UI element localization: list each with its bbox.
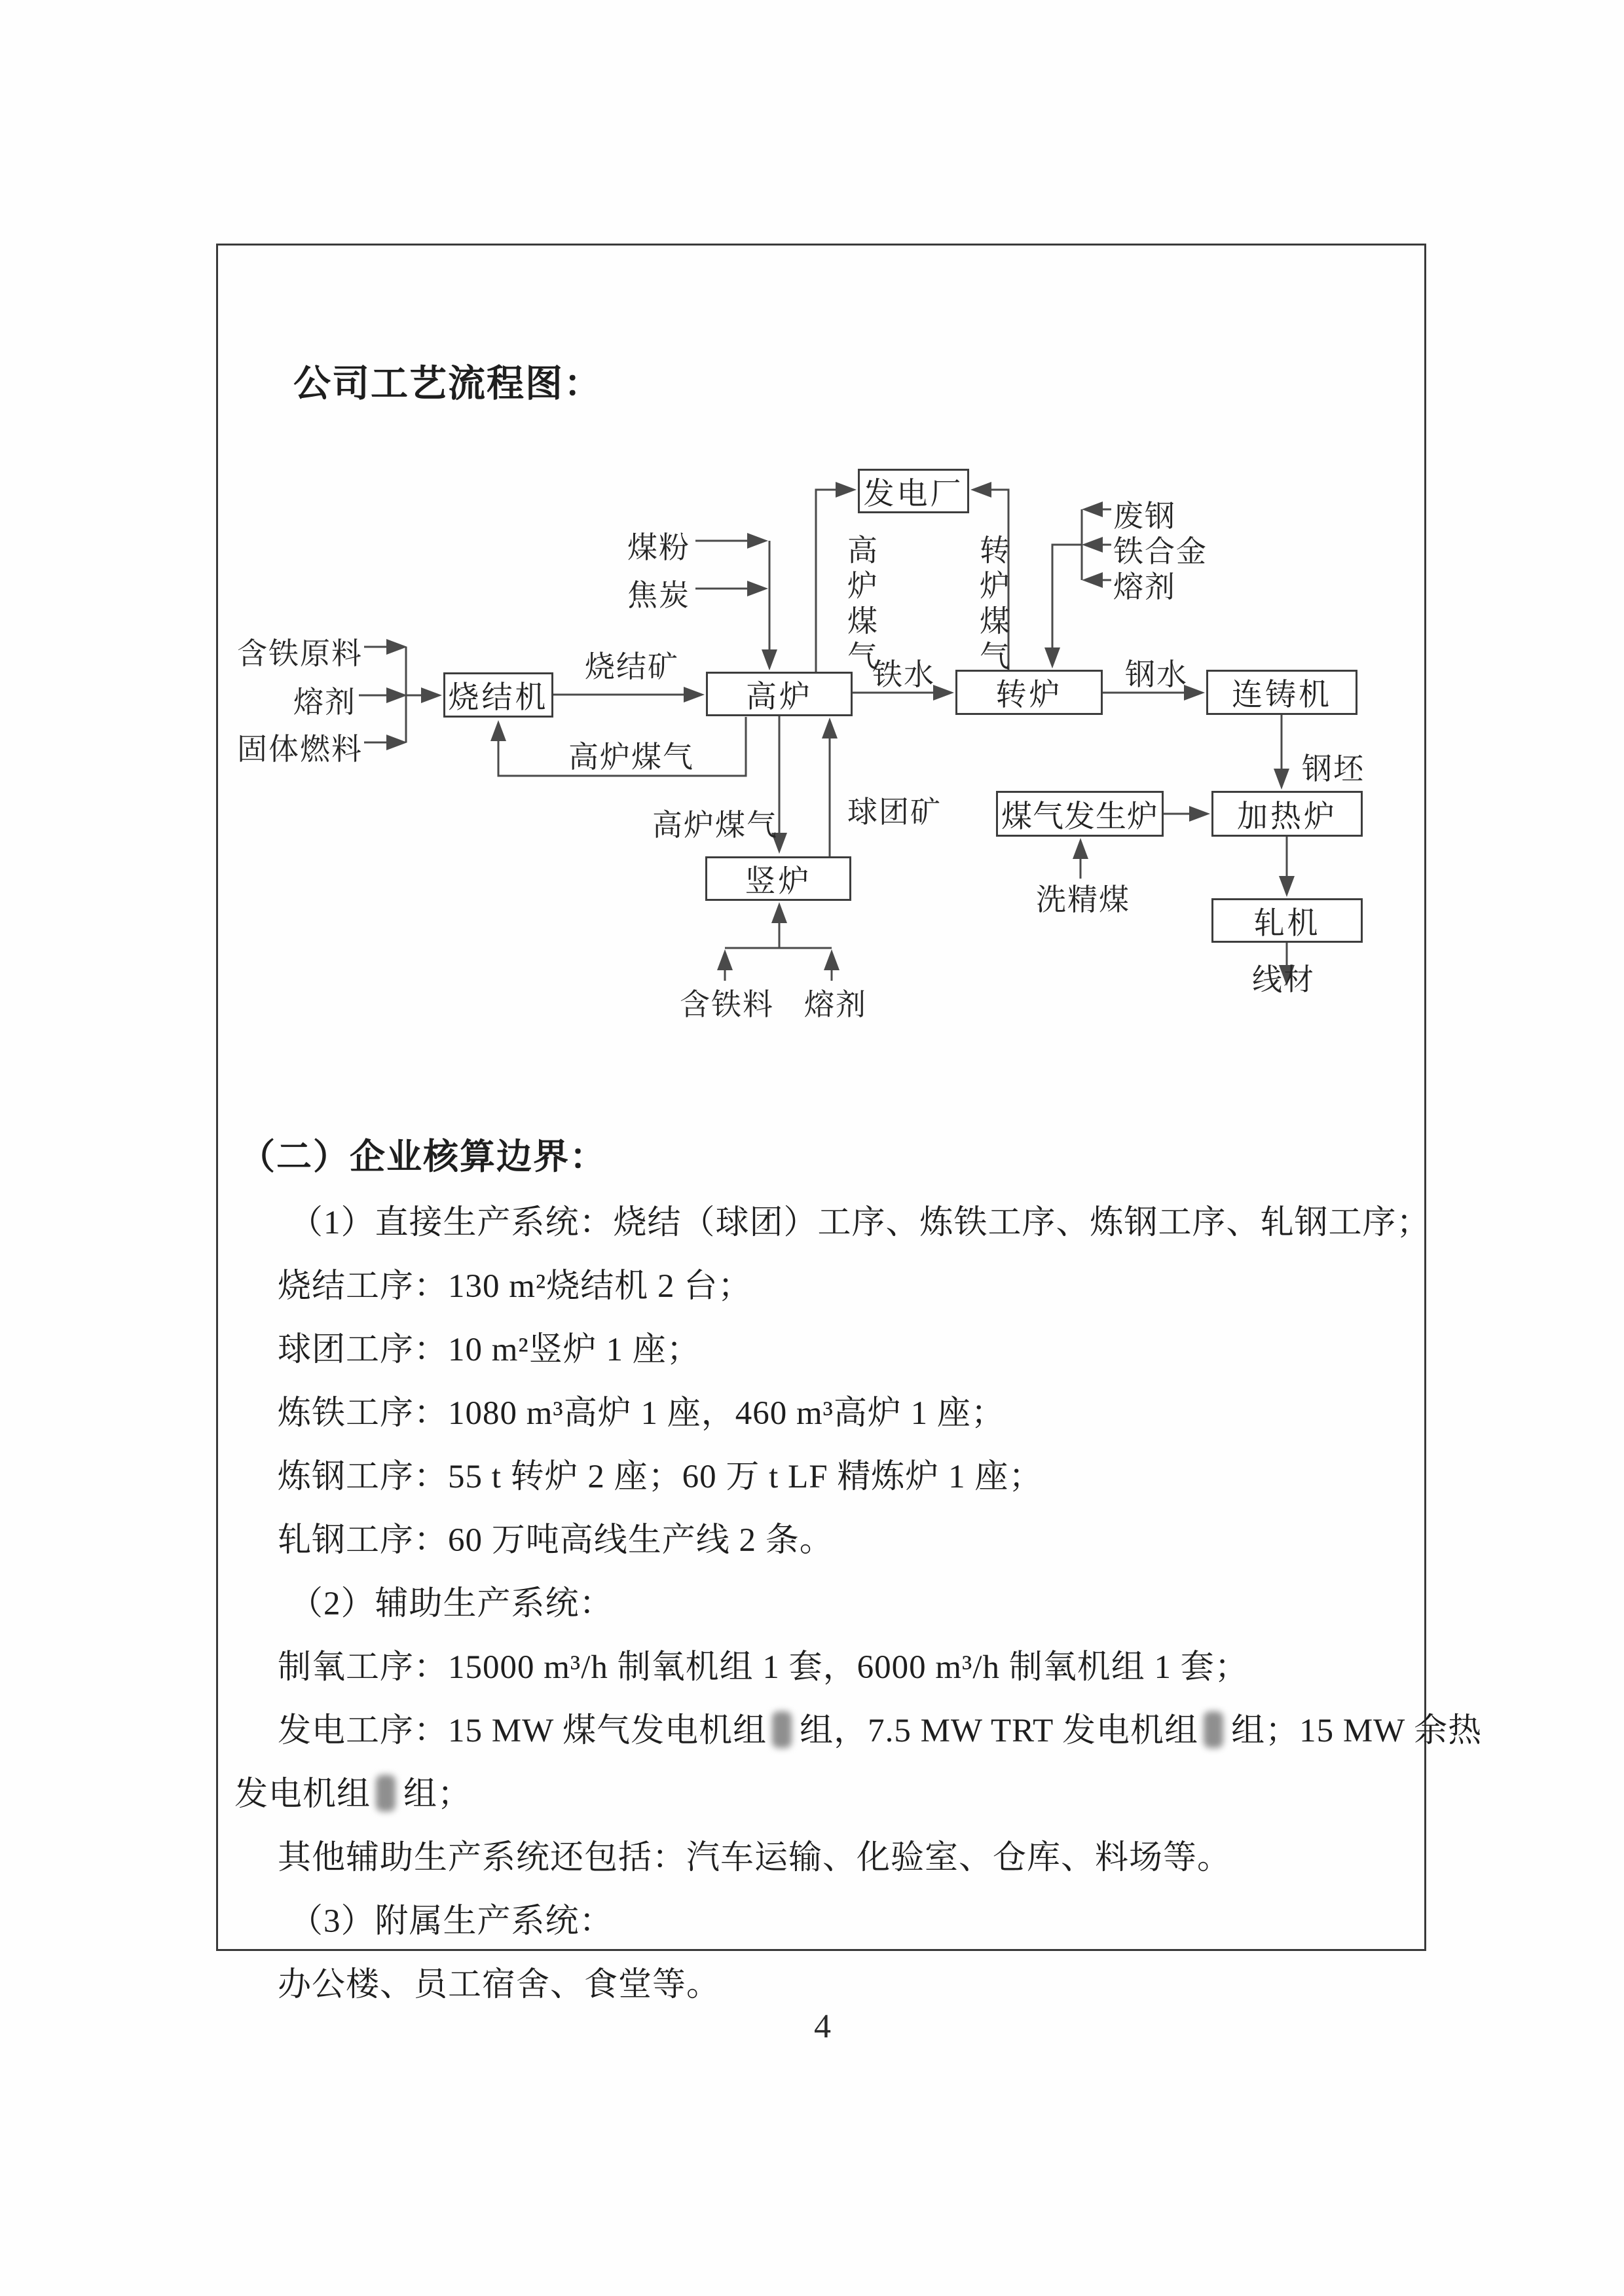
label-hot-metal: 铁水 — [872, 658, 935, 691]
body-text — [216, 1192, 1483, 2017]
text-line: （1）直接生产系统：烧结（球团）工序、炼铁工序、炼钢工序、轧钢工序； — [289, 1205, 1431, 1241]
page-number: 4 — [814, 2008, 831, 2045]
text-line: 烧结工序：130 m²烧结机 2 台； — [278, 1268, 752, 1305]
text-line: （3）附属生产系统： — [289, 1903, 614, 1940]
text-line: 炼铁工序：1080 m³高炉 1 座，460 m³高炉 1 座； — [278, 1395, 1005, 1432]
label-ferroalloy: 铁合金 — [1113, 535, 1208, 568]
node-reheating-furnace: 加热炉 — [1211, 791, 1363, 837]
label-iron-feed: 含铁料 — [680, 988, 774, 1021]
node-sinter-machine: 烧结机 — [443, 672, 553, 718]
label-ldg-vertical: 转炉煤气 — [976, 534, 1009, 676]
label-flux-bottom: 熔剂 — [804, 988, 867, 1021]
label-billet: 钢坯 — [1302, 752, 1365, 786]
label-coke: 焦炭 — [627, 579, 690, 612]
label-wire-rod: 线材 — [1252, 963, 1315, 996]
text-line: （2）辅助生产系统： — [289, 1586, 614, 1622]
label-molten-steel: 钢水 — [1125, 658, 1188, 691]
label-bfg-down: 高炉煤气 — [652, 809, 778, 842]
label-washed-coal: 洗精煤 — [1036, 883, 1130, 917]
label-iron-raw-material: 含铁原料 — [237, 637, 363, 670]
label-flux-right: 熔剂 — [1113, 570, 1176, 604]
redaction-blob — [772, 1711, 792, 1748]
node-converter: 转炉 — [955, 670, 1103, 715]
text-line: 发电工序：15 MW 煤气发电机组 组，7.5 MW TRT 发电机组 组；15 MW 余热 — [278, 1713, 1483, 1749]
redaction-blob — [1204, 1711, 1223, 1748]
text-line: 轧钢工序：60 万吨高线生产线 2 条。 — [278, 1522, 834, 1559]
node-caster: 连铸机 — [1206, 670, 1357, 715]
text-line: 发电机组 组； — [234, 1776, 472, 1813]
node-rolling-mill: 轧机 — [1211, 898, 1363, 943]
process-flowchart — [0, 0, 1624, 1113]
text-line: 制氧工序：15000 m³/h 制氧机组 1 套，6000 m³/h 制氧机组 1 套； — [278, 1649, 1249, 1686]
text-line: 炼钢工序：55 t 转炉 2 座；60 万 t LF 精炼炉 1 座； — [278, 1459, 1043, 1495]
node-blast-furnace: 高炉 — [706, 672, 853, 716]
node-shaft-furnace: 竖炉 — [705, 856, 851, 901]
text-line: 其他辅助生产系统还包括：汽车运输、化验室、仓库、料场等。 — [278, 1840, 1232, 1876]
subsection-heading: （二）企业核算边界： — [240, 1137, 606, 1176]
flowchart-connectors — [0, 0, 1624, 1113]
label-solid-fuel: 固体燃料 — [237, 733, 363, 766]
label-scrap-steel: 废钢 — [1113, 500, 1176, 533]
label-coal-powder: 煤粉 — [627, 531, 690, 564]
label-bfg-feedback: 高炉煤气 — [568, 740, 694, 774]
text-line: 球团工序：10 m²竖炉 1 座； — [278, 1332, 701, 1368]
label-flux-left: 熔剂 — [293, 685, 356, 719]
label-bfg-vertical: 高炉煤气 — [843, 534, 877, 676]
redaction-blob — [376, 1775, 396, 1812]
text-line: 办公楼、员工宿舍、食堂等。 — [278, 1967, 721, 2003]
node-power-plant: 发电厂 — [858, 469, 969, 513]
node-gas-generator: 煤气发生炉 — [996, 791, 1164, 837]
page-title: 公司工艺流程图： — [293, 363, 602, 405]
label-sinter-ore: 烧结矿 — [585, 650, 679, 683]
label-pellet-ore: 球团矿 — [847, 795, 942, 829]
